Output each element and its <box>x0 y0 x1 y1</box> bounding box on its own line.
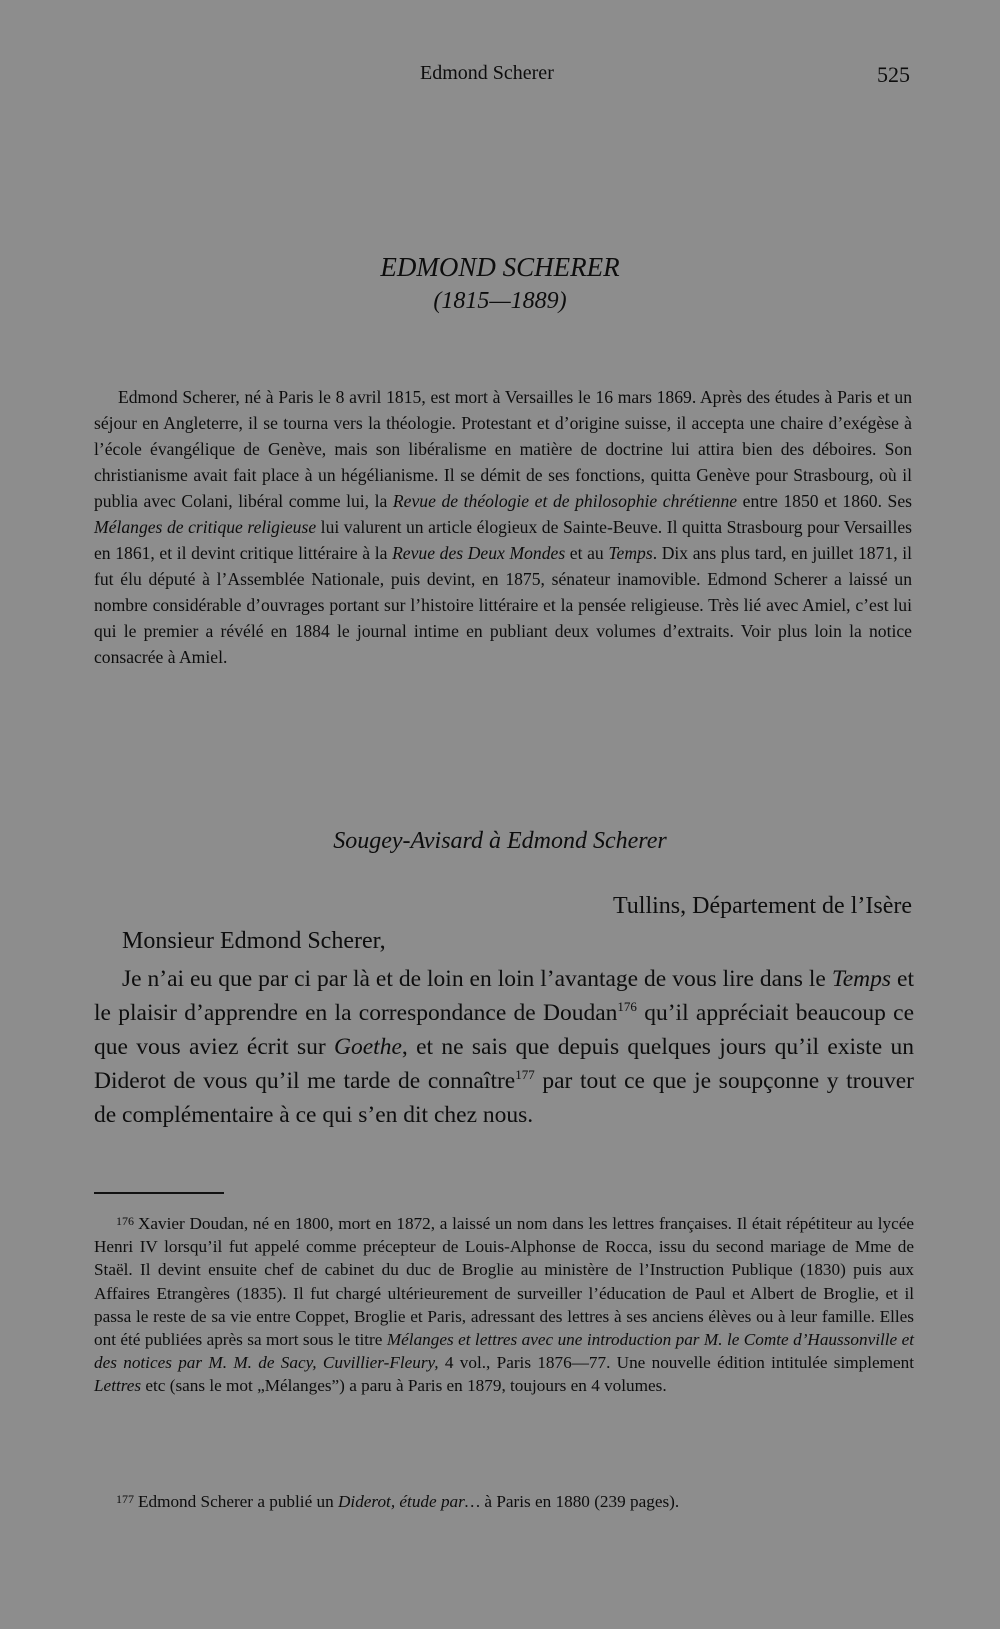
page-number: 525 <box>877 62 910 87</box>
footnote-text: etc (sans le mot „Mélanges”) a paru à Paris en 1879, toujours en 4 volumes. <box>141 1376 667 1396</box>
footnote-separator <box>94 1192 224 1194</box>
bio-text: lui valurent un article élogieux de Sainte-Beuve. Il quitta Strasbourg pour Versailles en 1861, et il devint critique littéraire à la <box>94 517 912 563</box>
footnote-ref-176[interactable]: 176 <box>617 999 637 1014</box>
footnote-text: Edmond Scherer a publié un <box>138 1492 338 1511</box>
biography-paragraph <box>94 384 912 670</box>
footnote-177 <box>94 1488 914 1513</box>
article-dates: (1815—1889) <box>433 288 567 314</box>
letter-text: , et ne sais que depuis quelques jours qu’il existe un Diderot de vous qu’il me tarde de connaître <box>94 1034 914 1094</box>
letter-body <box>94 962 914 1132</box>
footnote-title-lettres: Lettres <box>94 1376 142 1396</box>
footnote-text: à Paris en 1880 (239 pages). <box>480 1492 680 1511</box>
bio-title-temps: Temps <box>608 543 653 563</box>
letter-text: par tout ce que je soupçonne y trouver de complémentaire à ce qui s’en dit chez nous. <box>94 1068 914 1128</box>
footnote-title-melanges-lettres: Mélanges et lettres avec une introduction par M. le Comte d’Haussonville et des notices par M. M. de Sacy, Cuvillier-Fleury, <box>94 1330 914 1373</box>
running-title: Edmond Scherer <box>420 62 554 84</box>
bio-text: entre 1850 et 1860. Ses <box>737 491 912 511</box>
letter-title-goethe: Goethe <box>334 1034 402 1060</box>
letter-title-temps: Temps <box>831 966 892 992</box>
footnote-ref-177[interactable]: 177 <box>515 1067 535 1082</box>
bio-title-revue-deux-mondes: Revue des Deux Mondes <box>392 543 566 563</box>
footnote-text: Xavier Doudan, né en 1800, mort en 1872, a laissé un nom dans les lettres françaises. Il était répétiteur au lycée Henri IV lorsqu’il fut appelé comme précepteur de Louis-Alphonse de Rocca, issu du second mariage de Mme de Staël. Il devint ensuite chef de cabinet du duc de Broglie au ministère de l’Instruction Publique (1830) puis aux Affaires Etrangères (1835). Il fut chargé ultérieurement de surveiller l’éducation de Paul et Albert de Broglie, et il passa le reste de sa vie entre Coppet, Broglie et Paris, adressant des lettres à ses anciens élèves ou à leur famille. Elles ont été publiées après sa mort sous le titre <box>94 1214 914 1350</box>
footnote-mark: 176 <box>116 1214 134 1228</box>
article-title: EDMOND SCHERER <box>380 252 620 282</box>
letter-text: qu’il appréciait beaucoup ce que vous aviez écrit sur <box>94 1000 915 1060</box>
letter-text: et le plaisir d’apprendre en la correspondance de Doudan <box>94 966 914 1026</box>
letter-text: Je n’ai eu que par ci par là et de loin en loin l’avantage de vous lire dans le <box>122 966 832 992</box>
bio-text: Edmond Scherer, né à Paris le 8 avril 1815, est mort à Versailles le 16 mars 1869. Après des études à Paris et un séjour en Angleterre, il se tourna vers la théologie. Protestant et d’origine suisse, il accepta une chaire d’exégèse à l’école évangélique de Genève, mais son libéralisme en matière de doctrine lui attira bien des déboires. Son christianisme avait fait place à un hégélianisme. Il se démit de ses fonctions, quitta Genève pour Strasbourg, où il publia avec Colani, libéral comme lui, la <box>94 387 912 511</box>
bio-text: et au <box>565 543 609 563</box>
footnote-176 <box>94 1210 914 1398</box>
bio-title-melanges: Mélanges de critique religieuse <box>94 517 317 537</box>
bio-text: . Dix ans plus tard, en juillet 1871, il fut élu député à l’Assemblée Nationale, puis devint, en 1875, sénateur inamovible. Edmond Scherer a laissé un nombre considérable d’ouvrages portant sur l’histoire littéraire et la pensée religieuse. Très lié avec Amiel, c’est lui qui le premier a révélé en 1884 le journal intime en publiant deux volumes d’extraits. Voir plus loin la notice consacrée à Amiel. <box>94 543 912 667</box>
bio-title-revue-theologie: Revue de théologie et de philosophie chrétienne <box>392 491 738 511</box>
footnote-text: 4 vol., Paris 1876—77. Une nouvelle édition intitulée simplement <box>438 1353 914 1373</box>
letter-salutation: Monsieur Edmond Scherer, <box>122 928 386 954</box>
footnote-title-diderot: Diderot, étude par… <box>338 1492 481 1511</box>
letter-place: Tullins, Département de l’Isère <box>612 893 912 919</box>
letter-heading: Sougey-Avisard à Edmond Scherer <box>333 828 667 854</box>
footnote-mark: 177 <box>116 1492 134 1506</box>
